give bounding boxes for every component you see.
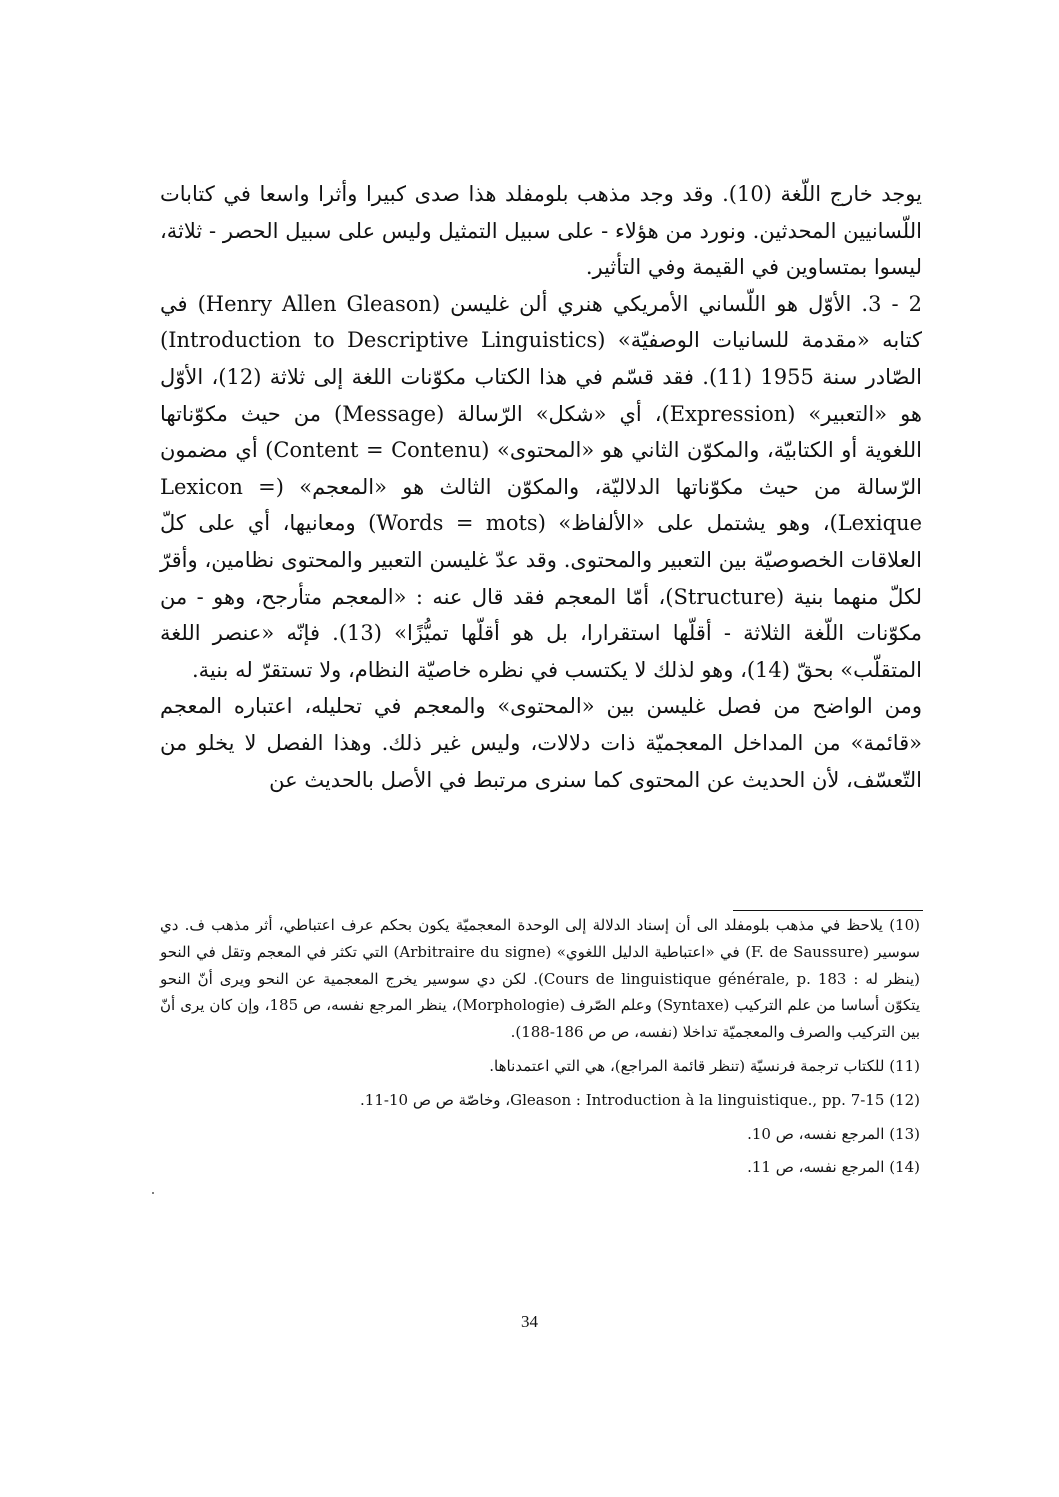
footnotes — [160, 912, 920, 1181]
footnote-10 — [160, 912, 920, 1046]
page-number: 34 — [521, 1312, 538, 1331]
footnote-text: للكتاب ترجمة فرنسيّة (تنظر قائمة المراجع)، هي التي اعتمدناها. — [489, 1056, 885, 1075]
footnote-text: المرجع نفسه، ص 10. — [747, 1124, 885, 1143]
paragraph: 2 - 3. الأوّل هو اللّساني الأمريكي هنري ألن غليسن (Henry Allen Gleason) في كتابه «مقدمة للسانيات الوصفيّة» (Introduction to Descriptive Linguistics) الصّادر سنة 1955 (11). فقد قسّم في هذا الكتاب مكوّنات اللغة إلى ثلاثة (12)، الأوّل هو «التعبير» (Expression)، أي «شكل» الرّسالة (Message) من حيث مكوّناتها اللغوية أو الكتابيّة، والمكوّن الثاني هو «المحتوى» (Content = Contenu) أي مضمون الرّسالة من حيث مكوّناتها الدلاليّة، والمكوّن الثالث هو «المعجم» (Lexicon = Lexique)، وهو يشتمل على «الألفاظ» (Words = mots) ومعانيها، أي على كلّ العلاقات الخصوصيّة بين التعبير والمحتوى. وقد عدّ غليسن التعبير والمحتوى نظامين، وأقرّ لكلّ منهما بنية (Structure)، أمّا المعجم فقد قال عنه : «المعجم متأرجح، وهو - من مكوّنات اللّغة الثلاثة - أقلّها استقرارا، بل هو أقلّها تميُّزًا» (13). فإنّه «عنصر اللغة المتقلّب» بحقّ (14)، وهو لذلك لا يكتسب في نظره خاصيّة النظام، ولا تستقرّ له بنية. — [160, 291, 923, 682]
footnote-text: المرجع نفسه، ص 11. — [747, 1158, 885, 1177]
footnote-text: يلاحظ في مذهب بلومفلد الى أن إسناد الدلالة إلى الوحدة المعجميّة يكون بحكم عرف اعتباطي، أثر مذهب ف. دي سوسير (F. de Saussure) في «اعتباطية الدليل اللغوي» (Arbitraire du signe) التي تكثر في المعجم وتقل في النحو (ينظر له : Cours de linguistique générale, p. 183). لكن دي سوسير يخرج المعجمية عن النحو ويرى أنّ النحو يتكوّن أساسا من علم التركيب (Syntaxe) وعلم الصّرف (Morphologie)، ينظر المرجع نفسه، ص 185، وإن كان يرى أنّ بين التركيب والصرف والمعجميّة تداخلا (نفسه، ص ص 186-188). — [160, 916, 921, 1042]
footnote-number: (11) — [889, 1056, 920, 1075]
footnote-separator — [733, 910, 923, 911]
footnote-12 — [160, 1087, 920, 1114]
main-text — [160, 176, 922, 798]
footnote-14 — [160, 1154, 920, 1181]
footnote-11 — [160, 1053, 920, 1080]
footnote-number: (12) — [889, 1090, 920, 1109]
footnote-number: (13) — [889, 1124, 920, 1143]
footnote-number: (10) — [889, 916, 920, 934]
paragraph: يوجد خارج اللّغة (10). وقد وجد مذهب بلومفلد هذا صدى كبيرا وأثرا واسعا في كتابات اللّسانيين المحدثين. ونورد من هؤلاء - على سبيل التمثيل وليس على سبيل الحصر - ثلاثة، ليسوا بمتساوين في القيمة وفي التأثير. — [160, 182, 922, 280]
scan-speck — [152, 1192, 154, 1194]
footnote-text: Gleason : Introduction à la linguistique., pp. 7-15، وخاصّة ص ص 10-11. — [360, 1090, 885, 1109]
footnote-13 — [160, 1121, 920, 1148]
paragraph: ومن الواضح من فصل غليسن بين «المحتوى» والمعجم في تحليله، اعتباره المعجم «قائمة» من المداخل المعجميّة ذات دلالات، وليس غير ذلك. وهذا الفصل لا يخلو من التّعسّف، لأن الحديث عن المحتوى كما سنرى مرتبط في الأصل بالحديث عن — [160, 694, 922, 792]
footnote-number: (14) — [889, 1158, 920, 1177]
